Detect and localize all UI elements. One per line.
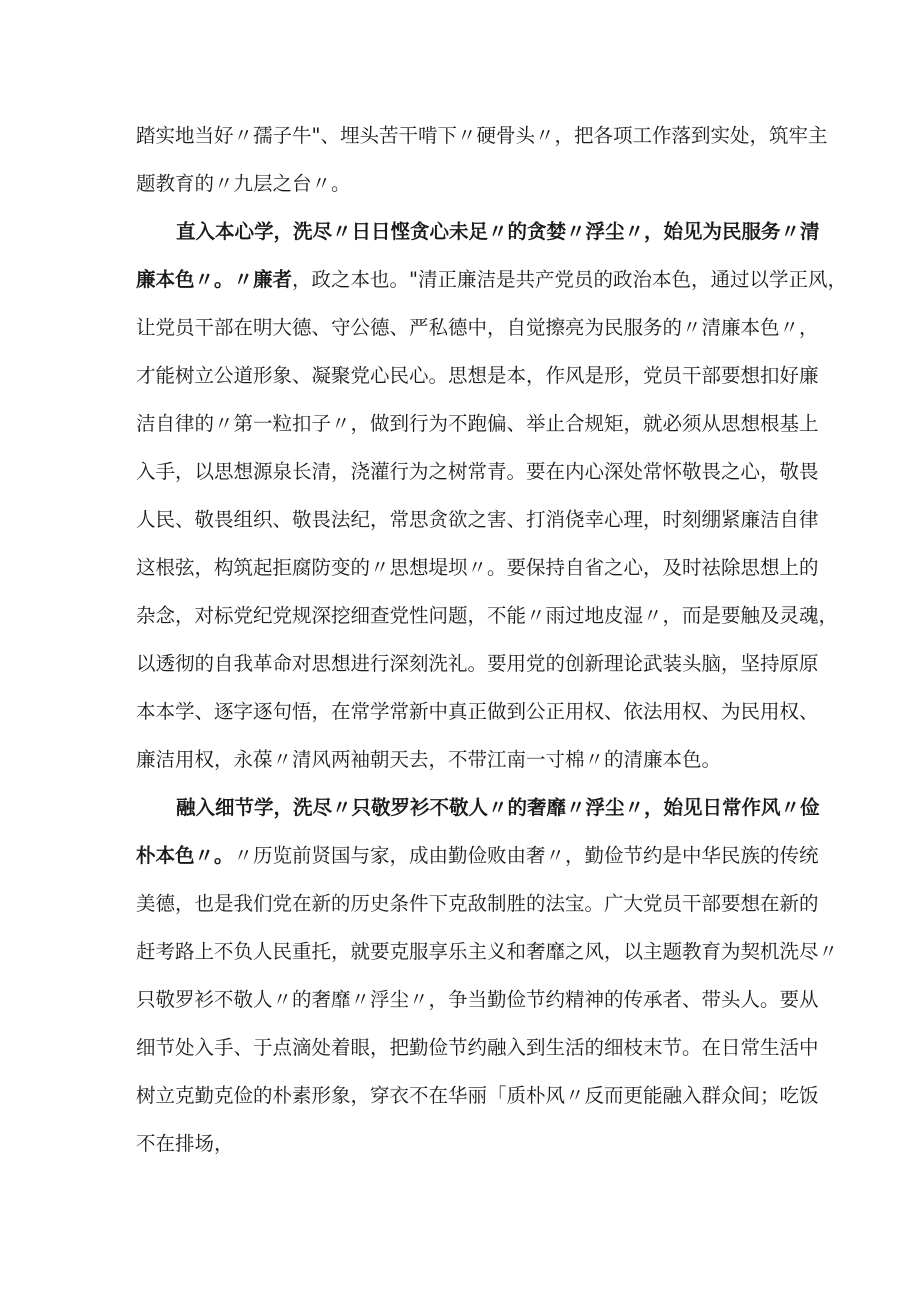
- text-run: 题教育的〃九层之台〃。: [136, 172, 351, 195]
- text-run: 美德，也是我们党在新的历史条件下克敌制胜的法宝。广大党员干部要想在新的: [136, 892, 819, 915]
- text-run: 让党员干部在明大德、守公德、严私德中，自觉擦亮为民服务的〃清廉本色〃，: [136, 316, 819, 339]
- paragraph-2-line-2: [136, 266, 847, 294]
- text-run: 以透彻的自我革命对思想进行深刻洗礼。要用党的创新理论武装头脑，坚持原原: [136, 652, 819, 675]
- text-run: 廉洁用权，永葆〃清风两袖朝天去，不带江南一寸棉〃的清廉本色。: [136, 748, 722, 771]
- paragraph-3-line-6: [136, 1034, 819, 1062]
- paragraph-2-line-7: [136, 506, 819, 534]
- paragraph-3-line-4: [136, 938, 839, 966]
- paragraph-2-line-5: [136, 410, 819, 438]
- paragraph-1-line-2: [136, 170, 796, 198]
- text-run: 树立克勤克俭的朴素形象，穿衣不在华丽「质朴风〃反而更能融入群众间；吃饭: [136, 1084, 819, 1107]
- text-run: 这根弦，构筑起拒腐防变的〃思想堤坝〃。要保持自省之心，及时祛除思想上的: [136, 556, 819, 579]
- paragraph-3-line-3: [136, 890, 819, 918]
- text-run: 〃历览前贤国与家，成由勤俭败由奢〃，勤俭节约是中华民族的传统: [233, 844, 819, 867]
- paragraph-3-line-5: [136, 986, 819, 1014]
- paragraph-2-line-3: [136, 314, 819, 342]
- text-run: 洁自律的〃第一粒扣子〃，做到行为不跑偏、举止合规矩，就必须从思想根基上: [136, 412, 819, 435]
- text-run: 赶考路上不负人民重托，就要克服享乐主义和奢靡之风，以主题教育为契机洗尽〃: [136, 940, 839, 963]
- bold-heading-run: 朴本色〃。: [136, 844, 234, 867]
- paragraph-3-line-2: [136, 842, 819, 870]
- paragraph-3-line-1: [176, 794, 820, 822]
- paragraph-2-line-8: [136, 554, 819, 582]
- paragraph-1-line-1: [136, 122, 828, 150]
- paragraph-2-line-6: [136, 458, 819, 486]
- paragraph-2-line-12: [136, 746, 796, 774]
- text-run: ，政之本也。"清正廉洁是共产党员的政治本色，通过以学正风，: [292, 268, 847, 291]
- paragraph-2-line-10: [136, 650, 819, 678]
- text-run: 才能树立公道形象、凝聚党心民心。思想是本，作风是形，党员干部要想扣好廉: [136, 364, 819, 387]
- paragraph-3-line-8: [136, 1130, 796, 1158]
- paragraph-2-line-11: [136, 698, 819, 726]
- text-run: 杂念，对标党纪党规深挖细查党性问题，不能〃雨过地皮湿〃，而是要触及灵魂，: [136, 604, 839, 627]
- paragraph-3-line-7: [136, 1082, 819, 1110]
- paragraph-2-line-4: [136, 362, 819, 390]
- text-run: 人民、敬畏组织、敬畏法纪，常思贪欲之害、打消侥幸心理，时刻绷紧廉洁自律: [136, 508, 819, 531]
- paragraph-2-line-1: [176, 218, 820, 246]
- text-run: 本本学、逐字逐句悟，在常学常新中真正做到公正用权、依法用权、为民用权、: [136, 700, 819, 723]
- text-run: 只敬罗衫不敬人〃的奢靡〃浮尘〃，争当勤俭节约精神的传承者、带头人。要从: [136, 988, 819, 1011]
- text-run: 不在排场，: [136, 1132, 234, 1155]
- text-run: 入手，以思想源泉长清，浇灌行为之树常青。要在内心深处常怀敬畏之心，敬畏: [136, 460, 819, 483]
- bold-heading-run: 融入细节学，洗尽〃只敬罗衫不敬人〃的奢靡〃浮尘〃，始见日常作风〃俭: [176, 796, 820, 819]
- bold-heading-run: 直入本心学，洗尽〃日日悭贪心未足〃的贪婪〃浮尘〃，始见为民服务〃清: [176, 220, 820, 243]
- bold-heading-run: 廉本色〃。〃廉者: [136, 268, 293, 291]
- paragraph-2-line-9: [136, 602, 839, 630]
- text-run: 细节处入手、于点滴处着眼，把勤俭节约融入到生活的细枝末节。在日常生活中: [136, 1036, 819, 1059]
- text-run: 踏实地当好〃孺子牛"、埋头苦干啃下〃硬骨头〃，把各项工作落到实处，筑牢主: [136, 124, 828, 147]
